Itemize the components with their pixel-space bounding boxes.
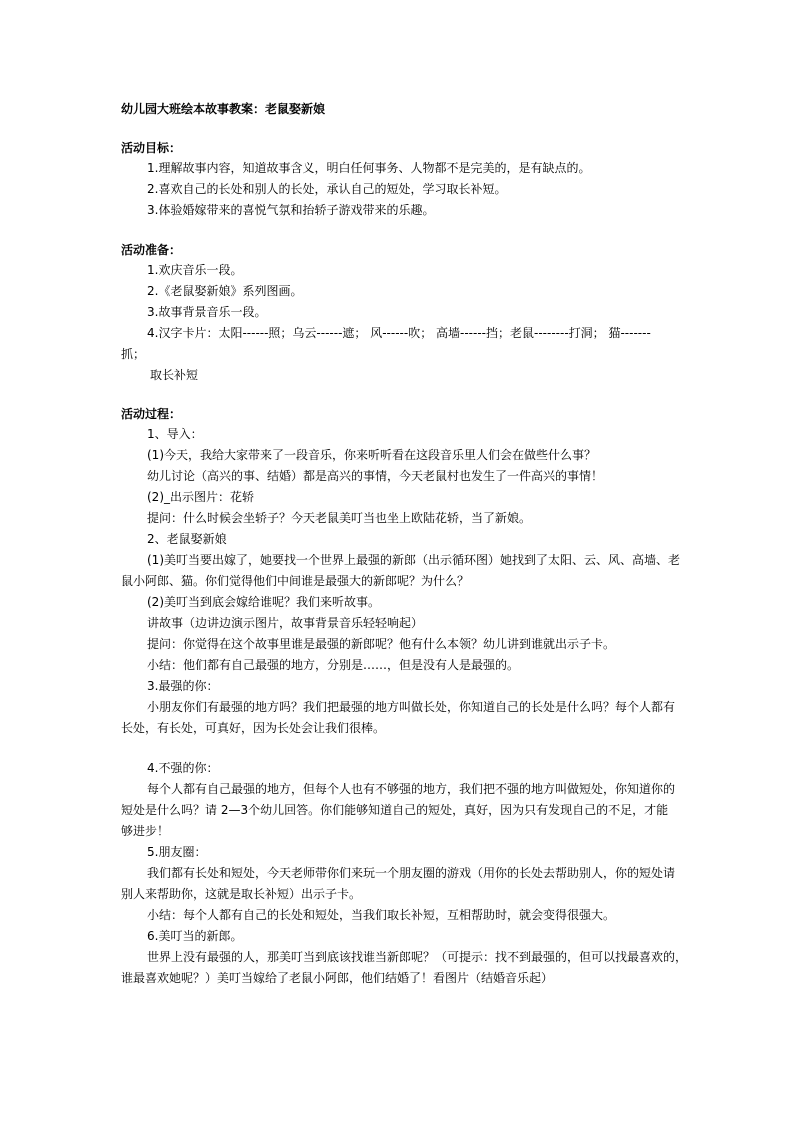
goals-heading: 活动目标： bbox=[121, 141, 182, 155]
preparation-item: 3.故事背景音乐一段。 bbox=[147, 305, 267, 319]
process-line: 1、导入： bbox=[147, 427, 203, 441]
process-line: 长处，有长处，可真好，因为长处会让我们很棒。 bbox=[121, 721, 386, 735]
process-line: 提问：什么时候会坐轿子？今天老鼠美叮当也坐上欧陆花轿，当了新娘。 bbox=[147, 511, 532, 525]
process-line: 4.不强的你： bbox=[147, 761, 219, 775]
process-line: 够进步！ bbox=[121, 824, 170, 838]
process-line: (2)美叮当到底会嫁给谁呢？我们来听故事。 bbox=[147, 595, 380, 609]
process-line: 小结：每个人都有自己的长处和短处，当我们取长补短，互相帮助时，就会变得很强大。 bbox=[147, 908, 616, 922]
preparation-heading: 活动准备： bbox=[121, 243, 182, 257]
goal-item: 1.理解故事内容，知道故事含义，明白任何事务、人物都不是完美的，是有缺点的。 bbox=[147, 161, 591, 175]
preparation-item: 4.汉字卡片：太阳------照；乌云------遮； 风------吹； 高墙------挡；老鼠--------打洞； 猫------- bbox=[147, 326, 651, 340]
process-heading: 活动过程： bbox=[121, 407, 182, 421]
process-line: 小朋友你们有最强的地方吗？我们把最强的地方叫做长处，你知道自己的长处是什么吗？每个人都有 bbox=[147, 700, 676, 714]
process-line: 幼儿讨论（高兴的事、结婚）都是高兴的事情，今天老鼠村也发生了一件高兴的事情！ bbox=[147, 469, 604, 483]
process-line: (2)_出示图片：花轿 bbox=[147, 490, 254, 504]
process-line: (1)美叮当要出嫁了，她要找一个世界上最强的新郎（出示循环图）她找到了太阳、云、风、高墙、老 bbox=[147, 553, 681, 567]
process-line: 3.最强的你： bbox=[147, 679, 219, 693]
preparation-item: 2.《老鼠娶新娘》系列图画。 bbox=[147, 284, 303, 298]
goal-item: 3.体验婚嫁带来的喜悦气氛和抬轿子游戏带来的乐趣。 bbox=[147, 203, 435, 217]
process-line: 2、老鼠娶新娘 bbox=[147, 532, 227, 546]
process-line: 每个人都有自己最强的地方，但每个人也有不够强的地方，我们把不强的地方叫做短处，你知道你的 bbox=[147, 782, 676, 796]
process-line: 6.美叮当的新郎。 bbox=[147, 929, 243, 943]
process-line: 别人来帮助你，这就是取长补短）出示子卡。 bbox=[121, 887, 362, 901]
process-line: (1)今天，我给大家带来了一段音乐，你来听听看在这段音乐里人们会在做些什么事？ bbox=[147, 448, 597, 462]
preparation-item-continued: 抓； bbox=[121, 347, 146, 361]
process-line: 谁最喜欢她呢？）美叮当嫁给了老鼠小阿郎，他们结婚了！看图片（结婚音乐起） bbox=[121, 971, 554, 985]
preparation-item: 1.欢庆音乐一段。 bbox=[147, 263, 243, 277]
process-line: 短处是什么吗？请 2—3个幼儿回答。你们能够知道自己的短处，真好，因为只有发现自己的不足，才能 bbox=[121, 803, 669, 817]
process-line: 鼠小阿郎、猫。你们觉得他们中间谁是最强大的新郎呢？为什么？ bbox=[121, 574, 470, 588]
process-line: 讲故事（边讲边演示图片，故事背景音乐轻轻响起） bbox=[147, 616, 424, 630]
preparation-item: 取长补短 bbox=[150, 368, 199, 382]
process-line: 提问：你觉得在这个故事里谁是最强的新郎呢？他有什么本领？幼儿讲到谁就出示子卡。 bbox=[147, 637, 616, 651]
process-line: 小结：他们都有自己最强的地方，分别是……，但是没有人是最强的。 bbox=[147, 658, 520, 672]
goal-item: 2.喜欢自己的长处和别人的长处，承认自己的短处，学习取长补短。 bbox=[147, 182, 507, 196]
process-line: 我们都有长处和短处，今天老师带你们来玩一个朋友圈的游戏（用你的长处去帮助别人，你的短处请 bbox=[147, 866, 676, 880]
process-line: 世界上没有最强的人，那美叮当到底该找谁当新郎呢？（可提示：找不到最强的，但可以找最喜欢的， bbox=[147, 950, 688, 964]
document-title: 幼儿园大班绘本故事教案：老鼠娶新娘 bbox=[121, 102, 326, 116]
process-line: 5.朋友圈： bbox=[147, 845, 207, 859]
